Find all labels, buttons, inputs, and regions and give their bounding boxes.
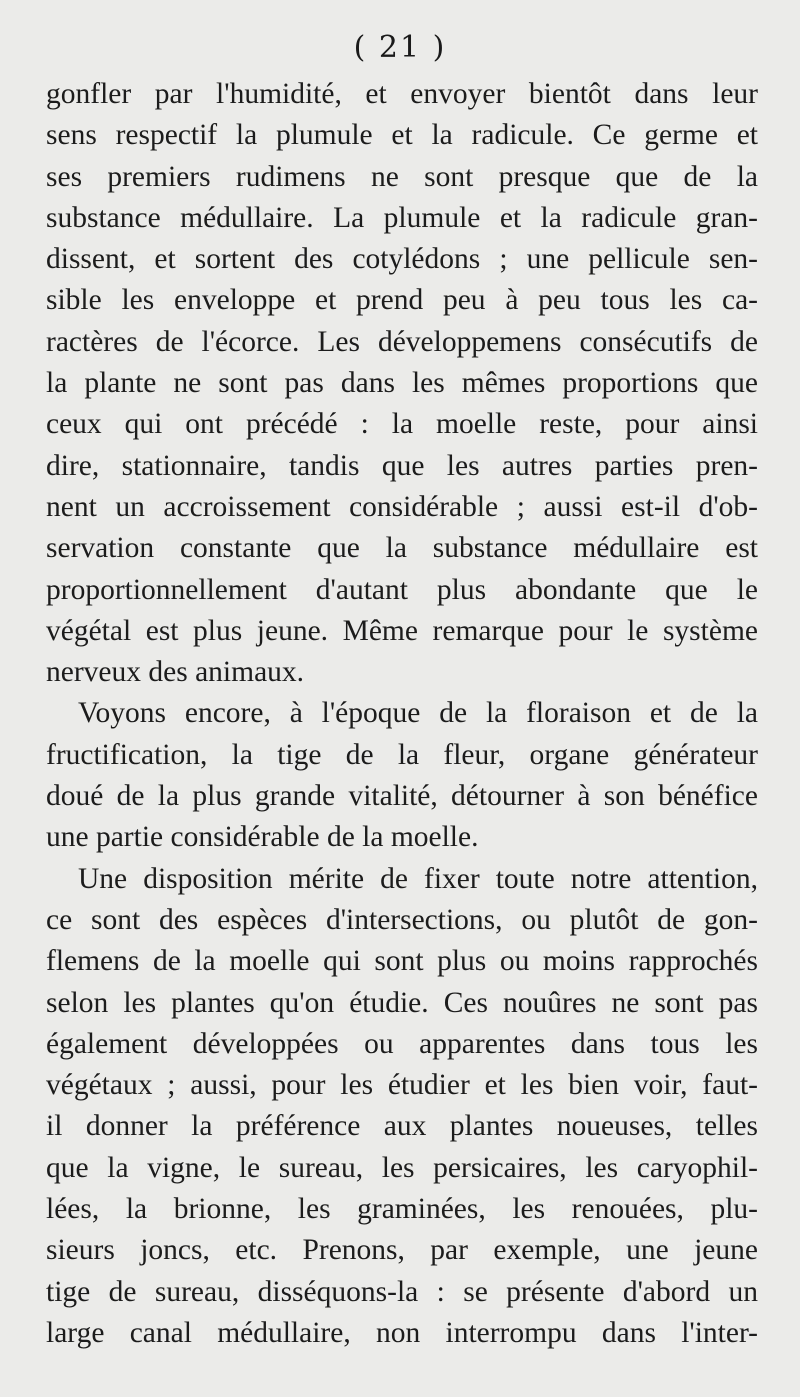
text-line: dire, stationnaire, tandis que les autres parties pren- (46, 449, 758, 482)
text-line: tige de sureau, disséquons-la : se présente d'abord un (46, 1275, 758, 1308)
text-line: que la vigne, le sureau, les persicaires, les caryophil- (46, 1151, 758, 1184)
page-number: ( 21 ) (353, 30, 447, 65)
text-line: ses premiers rudimens ne sont presque que de la (46, 160, 758, 193)
text-line: sible les enveloppe et prend peu à peu tous les ca- (46, 284, 758, 317)
text-line: gonfler par l'humidité, et envoyer bientôt dans leur (46, 78, 758, 110)
text-line: il donner la préférence aux plantes noueuses, telles (46, 1110, 758, 1143)
text-line: selon les plantes qu'on étudie. Ces nouûres ne sont pas (46, 986, 758, 1019)
text-line: ractères de l'écorce. Les développemens consécutifs de (46, 325, 758, 358)
text-line: la plante ne sont pas dans les mêmes proportions que (46, 367, 758, 400)
text-line: une partie considérable de la moelle. (46, 821, 479, 854)
text-line: végétal est plus jeune. Même remarque pour le système (46, 614, 758, 647)
body-text (46, 74, 758, 1354)
text-line: large canal médullaire, non interrompu dans l'inter- (46, 1316, 758, 1349)
text-line: substance médullaire. La plumule et la radicule gran- (46, 201, 758, 234)
text-line: sens respectif la plumule et la radicule. Ce germe et (46, 119, 758, 152)
text-line: flemens de la moelle qui sont plus ou moins rapprochés (46, 945, 758, 978)
text-line: nerveux des animaux. (46, 656, 305, 689)
text-line: dissent, et sortent des cotylédons ; une pellicule sen- (46, 243, 758, 276)
text-line: ceux qui ont précédé : la moelle reste, pour ainsi (46, 408, 758, 441)
text-line: sieurs joncs, etc. Prenons, par exemple, une jeune (46, 1234, 758, 1267)
text-line: végétaux ; aussi, pour les étudier et les bien voir, faut- (46, 1069, 758, 1102)
text-line: Voyons encore, à l'époque de la floraison et de la (78, 697, 758, 730)
text-line: nent un accroissement considérable ; aussi est-il d'ob- (46, 490, 758, 523)
text-line: lées, la brionne, les graminées, les renouées, plu- (46, 1193, 758, 1226)
text-line: ce sont des espèces d'intersections, ou plutôt de gon- (46, 903, 758, 936)
text-line: servation constante que la substance médullaire est (46, 532, 758, 565)
text-line: doué de la plus grande vitalité, détourner à son bénéfice (46, 780, 758, 813)
text-line: également développées ou apparentes dans tous les (46, 1027, 758, 1060)
text-line: fructification, la tige de la fleur, organe générateur (46, 738, 758, 771)
text-line: proportionnellement d'autant plus abondante que le (46, 573, 758, 606)
text-line: Une disposition mérite de fixer toute notre attention, (78, 862, 758, 895)
